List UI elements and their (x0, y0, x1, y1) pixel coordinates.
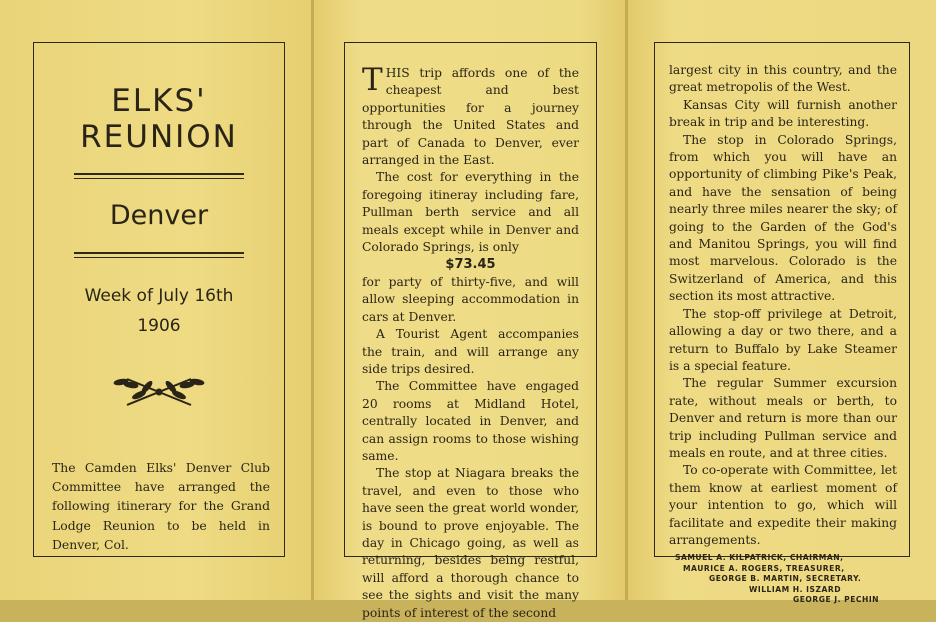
paragraph-agent: A Tourist Agent accompanies the train, and will arrange any side trips desired. (362, 327, 579, 376)
laurel-branches-icon (109, 371, 209, 413)
signatory-treasurer: MAURICE A. ROGERS, TREASURER, (683, 563, 845, 573)
drop-cap: T (362, 62, 383, 98)
paragraph-party: for party of thirty-five, and will allow sleeping accommodation in cars at Denver. (362, 274, 579, 324)
price-label: $73.45 (445, 257, 496, 273)
paragraph-niagara: The stop at Niagara breaks the travel, and even to those who have seen the great world wonder, is bound to prove enjoyable. The day in Chicago going, as well as returning, besides being restful, will afford a thorough chance to see the sights and visit the many points of interest of the second (362, 466, 579, 620)
paragraph-cooperate: To co-operate with Committee, let them know at earliest moment of your intention to go, which will facilitate and expedite their making arrangements. (669, 463, 897, 547)
paragraph-continued: largest city in this country, and the great metropolis of the West. (669, 63, 897, 95)
cover-panel (0, 0, 312, 600)
right-frame (654, 42, 910, 605)
title-line-2: REUNION (80, 119, 238, 155)
paragraph-colorado: The stop in Colorado Springs, from which you will have an opportunity of climbing Pike's Peak, and have the sensation of being nearly three miles nearer the sky; of going to the Garden of the God's and Manitou Springs, you will find most marvelous. Colorado is the Switzerland of America, and this section its most attractive. (669, 132, 897, 304)
paragraph-cost: The cost for everything in the foregoing itineray including fare, Pullman berth service and all meals except while in Denver and Colorado Springs, is only (362, 170, 579, 255)
paragraph-detroit: The stop-off privilege at Detroit, allowing a day or two there, and a return to Buffalo by Lake Steamer is a special feature. (669, 306, 897, 373)
cover-frame (33, 42, 285, 557)
intro-text: The Camden Elks' Denver Club Committee have arranged the following itinerary for the Grand Lodge Reunion to be held in Denver, Col. (52, 460, 270, 552)
title-line-1: ELKS' (111, 83, 207, 119)
paragraph-rate: The regular Summer excursion rate, without meals or berth, to Denver and return is more than our trip including Pullman service and meals en route, and at three cities. (669, 376, 897, 460)
city-heading: Denver (109, 200, 209, 231)
double-rule-top (74, 173, 244, 175)
middle-frame (344, 42, 597, 620)
signatories (669, 553, 897, 606)
double-rule-bottom (74, 252, 244, 254)
paragraph-kansas: Kansas City will furnish another break in trip and be interesting. (669, 97, 897, 130)
paragraph-intro: THIS trip affords one of the cheapest and best opportunities for a journey through the United States and part of Canada to Denver, ever arranged in the East. (362, 62, 579, 168)
signatory-pechin: GEORGE J. PECHIN (793, 595, 880, 605)
paragraph-hotel: The Committee have engaged 20 rooms at Midland Hotel, centrally located in Denver, and can assign rooms to those wishing same. (362, 379, 579, 463)
signatory-chairman: SAMUEL A. KILPATRICK, CHAIRMAN, (675, 553, 844, 563)
week-line: Week of July 16th (84, 286, 234, 306)
right-column (669, 62, 897, 606)
signatory-secretary: GEORGE B. MARTIN, SECRETARY. (709, 574, 862, 584)
right-panel (628, 0, 936, 605)
year-line: 1906 (137, 316, 181, 336)
signatory-iszard: WILLIAM H. ISZARD (749, 584, 841, 594)
middle-panel (314, 0, 626, 620)
double-rule-bottom-thin (74, 257, 244, 258)
middle-column (362, 62, 579, 622)
double-rule-top-thin (74, 178, 244, 179)
